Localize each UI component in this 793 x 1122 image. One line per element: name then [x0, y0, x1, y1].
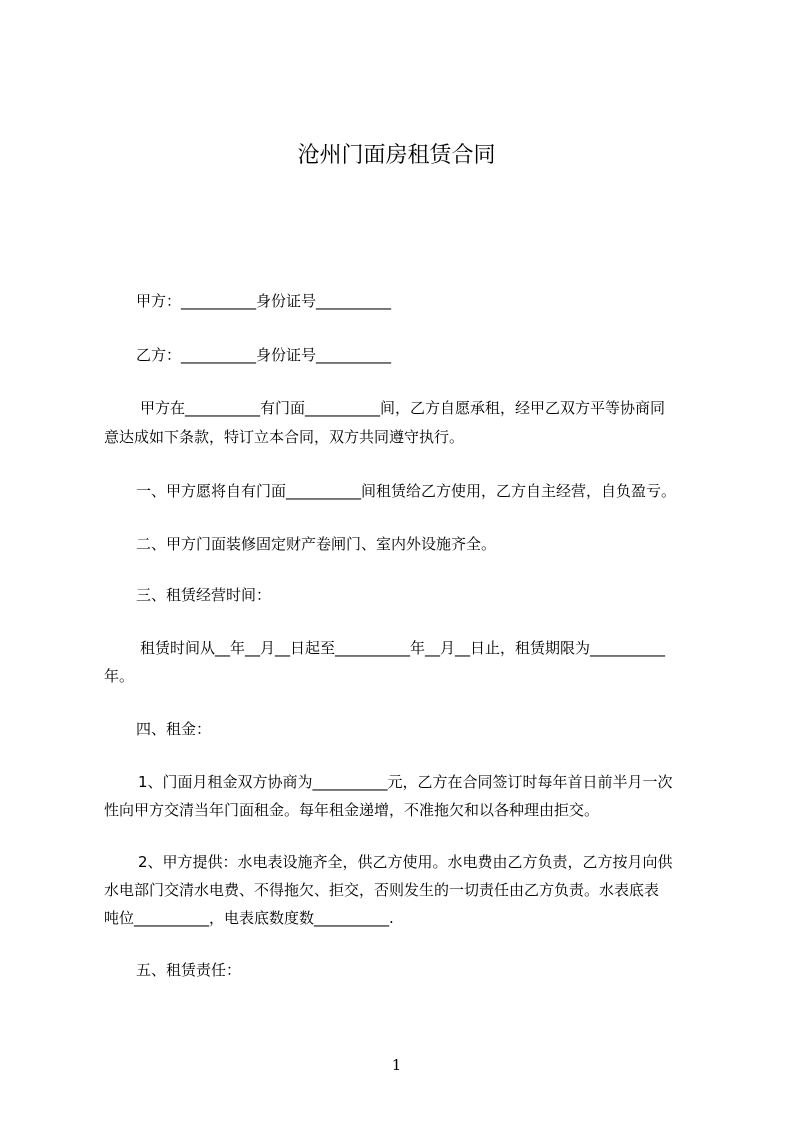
lease-term-line-1: 租赁时间从__年__月__日起至__________年__月__日止，租赁期限为__________	[140, 639, 666, 657]
rent-item-2-line-1: 2、甲方提供：水电表设施齐全，供乙方使用。水电费由乙方负责，乙方按月向供	[138, 853, 673, 871]
rent-item-2-line-3: 吨位__________，电表底数度数__________.	[104, 909, 394, 927]
clause-4-heading: 四、租金：	[136, 720, 212, 738]
clause-1: 一、甲方愿将自有门面__________间租赁给乙方使用，乙方自主经营，自负盈亏。	[136, 482, 677, 500]
page-number: 1	[391, 1056, 402, 1074]
rent-item-2-line-2: 水电部门交清水电费、不得拖欠、拒交，否则发生的一切责任由乙方负责。水表底表	[104, 881, 660, 899]
rent-item-1-line-1: 1、门面月租金双方协商为__________元，乙方在合同签订时每年首日前半月一次	[138, 773, 673, 791]
rent-item-1-line-2: 性向甲方交清当年门面租金。每年租金递增，不准拖欠和以各种理由拒交。	[104, 801, 600, 819]
clause-2: 二、甲方门面装修固定财产卷闸门、室内外设施齐全。	[136, 535, 497, 553]
clause-5-heading: 五、租赁责任：	[136, 961, 242, 979]
party-a-line: 甲方：__________身份证号__________	[136, 292, 392, 310]
party-b-line: 乙方：__________身份证号__________	[136, 346, 392, 364]
intro-paragraph-line-2: 意达成如下条款，特订立本合同，双方共同遵守执行。	[104, 428, 465, 446]
clause-3-heading: 三、租赁经营时间：	[136, 586, 272, 604]
intro-paragraph-line-1: 甲方在__________有门面__________间，乙方自愿承租，经甲乙双方平等协商同	[140, 399, 666, 417]
lease-term-line-2: 年。	[104, 667, 135, 685]
document-title: 沧州门面房租赁合同	[297, 143, 496, 168]
